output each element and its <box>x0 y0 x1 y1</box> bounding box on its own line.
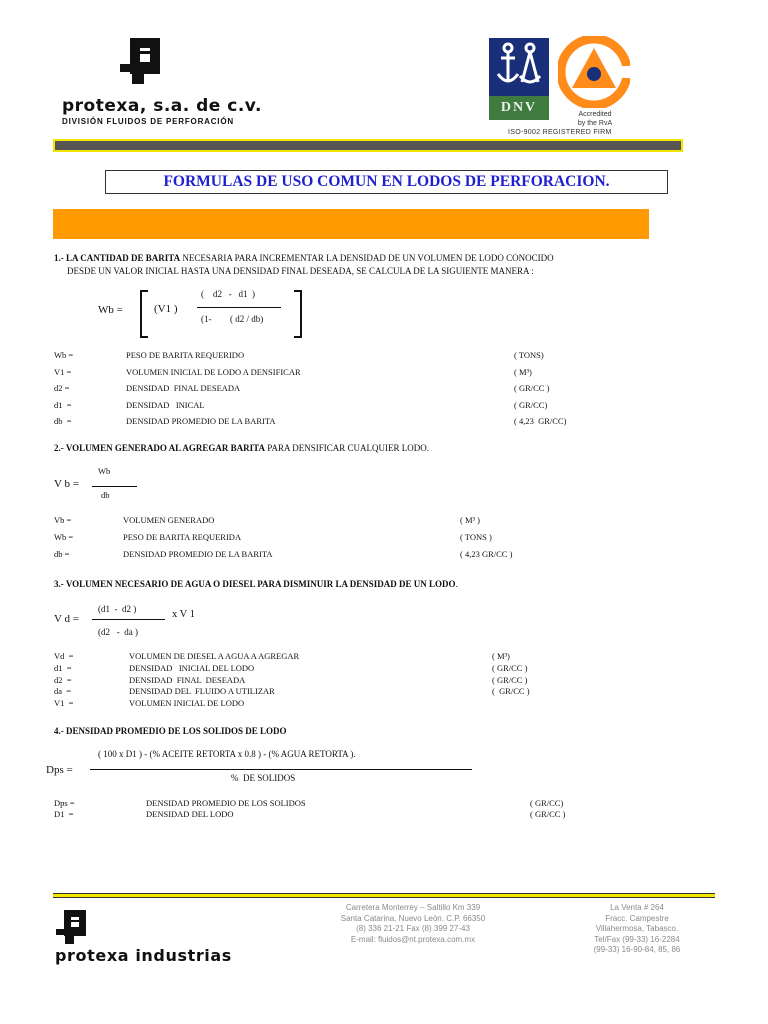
s2-row-sym: Vb = <box>54 515 72 525</box>
right-bracket <box>294 290 302 338</box>
s1-den-a: (1- <box>201 314 212 324</box>
s1-row-unit: ( GR/CC) <box>514 399 548 410</box>
s2-lhs: V b = <box>54 478 79 490</box>
s2-numerator: Wb <box>98 466 111 476</box>
s3-row-unit: ( M³) <box>492 651 510 661</box>
s3-denominator: (d2 - da ) <box>98 627 138 637</box>
s4-row-desc: DENSIDAD PROMEDIO DE LOS SOLIDOS <box>146 798 306 808</box>
s1-heading-line2: DESDE UN VALOR INICIAL HASTA UNA DENSIDAD FINAL DESEADA, SE CALCULA DE LA SIGUIENTE MANERA : <box>67 266 534 276</box>
s1-row-desc: DENSIDAD FINAL DESEADA <box>126 383 241 393</box>
s2-row-desc: DENSIDAD PROMEDIO DE LA BARITA <box>123 549 273 559</box>
s4-row-sym: D1 = <box>54 809 74 819</box>
s1-row-desc: PESO DE BARITA REQUERIDO <box>126 350 245 360</box>
division-name: DIVISIÓN FLUIDOS DE PERFORACIÓN <box>62 117 234 126</box>
s4-lhs: Dps = <box>46 764 73 776</box>
s4-numerator: ( 100 x D1 ) - (% ACEITE RETORTA x 0.8 ) - (% AGUA RETORTA ). <box>98 749 356 759</box>
s1-row-sym: d2 = <box>54 383 70 393</box>
s1-heading: 1.- LA CANTIDAD DE BARITA NECESARIA PARA INCREMENTAR LA DENSIDAD DE UN VOLUMEN DE LODO CONOCIDO <box>54 253 554 263</box>
s3-heading: 3.- VOLUMEN NECESARIO DE AGUA O DIESEL PARA DISMINUIR LA DENSIDAD DE UN LODO. <box>54 579 458 589</box>
s3-row-unit: ( GR/CC ) <box>492 674 528 685</box>
left-bracket <box>140 290 148 338</box>
s2-row-sym: Wb = <box>54 532 74 542</box>
s1-v1: (V1 ) <box>154 303 178 315</box>
s3-fraction-line <box>92 619 165 620</box>
s3-numerator: (d1 - d2 ) <box>98 604 137 614</box>
s1-row-unit: ( 4,23 GR/CC) <box>514 416 567 426</box>
s3-row-desc: VOLUMEN DE DIESEL A AGUA A AGREGAR <box>129 651 300 661</box>
s3-lhs: V d = <box>54 613 79 625</box>
s4-fraction-line <box>90 769 472 770</box>
s1-row-unit: ( M³) <box>514 366 532 377</box>
s2-row-unit: ( TONS ) <box>460 532 492 542</box>
s2-denominator: db <box>101 490 110 500</box>
s1-fraction-line <box>197 307 281 308</box>
accredited-line1: Accredited <box>578 111 612 118</box>
s3-row-unit: ( GR/CC ) <box>492 662 528 673</box>
s3-row-sym: d2 = <box>54 674 72 685</box>
page-title: FORMULAS DE USO COMUN EN LODOS DE PERFORACION. <box>105 170 668 194</box>
s4-heading: 4.- DENSIDAD PROMEDIO DE LOS SOLIDOS DE LODO <box>54 726 287 736</box>
s1-den-b: ( d2 / db) <box>230 314 264 324</box>
s3-row-sym: V1 = <box>54 698 74 709</box>
s2-heading: 2.- VOLUMEN GENERADO AL AGREGAR BARITA PARA DENSIFICAR CUALQUIER LODO. <box>54 443 429 453</box>
dnv-anchor-logo <box>489 38 549 96</box>
s2-row-unit: ( 4,23 GR/CC ) <box>460 549 513 559</box>
s1-row-desc: DENSIDAD PROMEDIO DE LA BARITA <box>126 416 276 426</box>
dnv-label: DNV <box>489 96 549 120</box>
orange-banner <box>53 209 649 239</box>
s4-row-unit: ( GR/CC ) <box>530 809 566 819</box>
s3-row-desc: DENSIDAD INICIAL DEL LODO <box>129 662 255 673</box>
rva-accreditation-icon <box>558 36 630 108</box>
footer-bar <box>53 893 715 898</box>
s4-row-unit: ( GR/CC) <box>530 798 564 808</box>
s3-row-sym: d1 = <box>54 662 72 673</box>
protexa-logo-icon <box>120 38 170 86</box>
header-bar <box>53 139 683 152</box>
s3-row-sym: Vd = <box>54 651 74 661</box>
footer-address-1: Carretera Monterrey – Saltillo Km 339 Santa Catarina, Nuevo León. C.P. 66350 (8) 336 21-21 Fax (8) 399 27-43 E-mail: fluidos@nt.protexa.com.mx <box>340 903 486 944</box>
s4-denominator: % DE SOLIDOS <box>231 773 296 783</box>
iso-registered: ISO-9002 REGISTERED FIRM <box>508 129 612 136</box>
s1-row-unit: ( TONS) <box>514 350 544 360</box>
s3-row-desc: DENSIDAD FINAL DESEADA <box>129 674 246 685</box>
protexa-industrias-logo-icon <box>56 910 90 946</box>
s1-numerator: ( d2 - d1 ) <box>201 289 255 299</box>
s1-lhs: Wb = <box>98 304 123 316</box>
s3-row-unit: ( GR/CC ) <box>492 686 530 697</box>
s3-multiplier: x V 1 <box>172 609 195 620</box>
company-name: protexa, s.a. de c.v. <box>62 96 262 116</box>
footer-company: protexa industrias <box>55 946 232 965</box>
s1-row-unit: ( GR/CC ) <box>514 383 550 393</box>
s2-row-desc: PESO DE BARITA REQUERIDA <box>123 532 242 542</box>
s3-row-sym: da = <box>54 686 72 697</box>
accredited-line2: by the RvA <box>577 120 613 127</box>
s1-row-sym: V1 = <box>54 366 72 377</box>
s2-row-unit: ( M³ ) <box>460 515 481 525</box>
s4-row-desc: DENSIDAD DEL LODO <box>146 809 234 819</box>
s2-row-sym: db = <box>54 549 70 559</box>
s3-row-desc: DENSIDAD DEL FLUIDO A UTILIZAR <box>129 686 275 697</box>
s1-row-sym: d1 = <box>54 399 72 410</box>
s2-fraction-line <box>92 486 137 487</box>
s4-row-sym: Dps = <box>54 798 75 808</box>
s1-row-desc: VOLUMEN INICIAL DE LODO A DENSIFICAR <box>126 366 301 377</box>
footer-address-2: La Venta # 264 Fracc. Campestre Villahermosa, Tabasco. Tel/Fax (99-33) 16-2284 (99-33) 16-90-84, 85, 86 <box>593 903 681 954</box>
s1-row-sym: db = <box>54 416 72 426</box>
s2-row-desc: VOLUMEN GENERADO <box>123 515 215 525</box>
s1-row-sym: Wb = <box>54 350 74 360</box>
s3-row-desc: VOLUMEN INICIAL DE LODO <box>129 698 245 709</box>
s1-row-desc: DENSIDAD INICAL <box>126 399 205 410</box>
